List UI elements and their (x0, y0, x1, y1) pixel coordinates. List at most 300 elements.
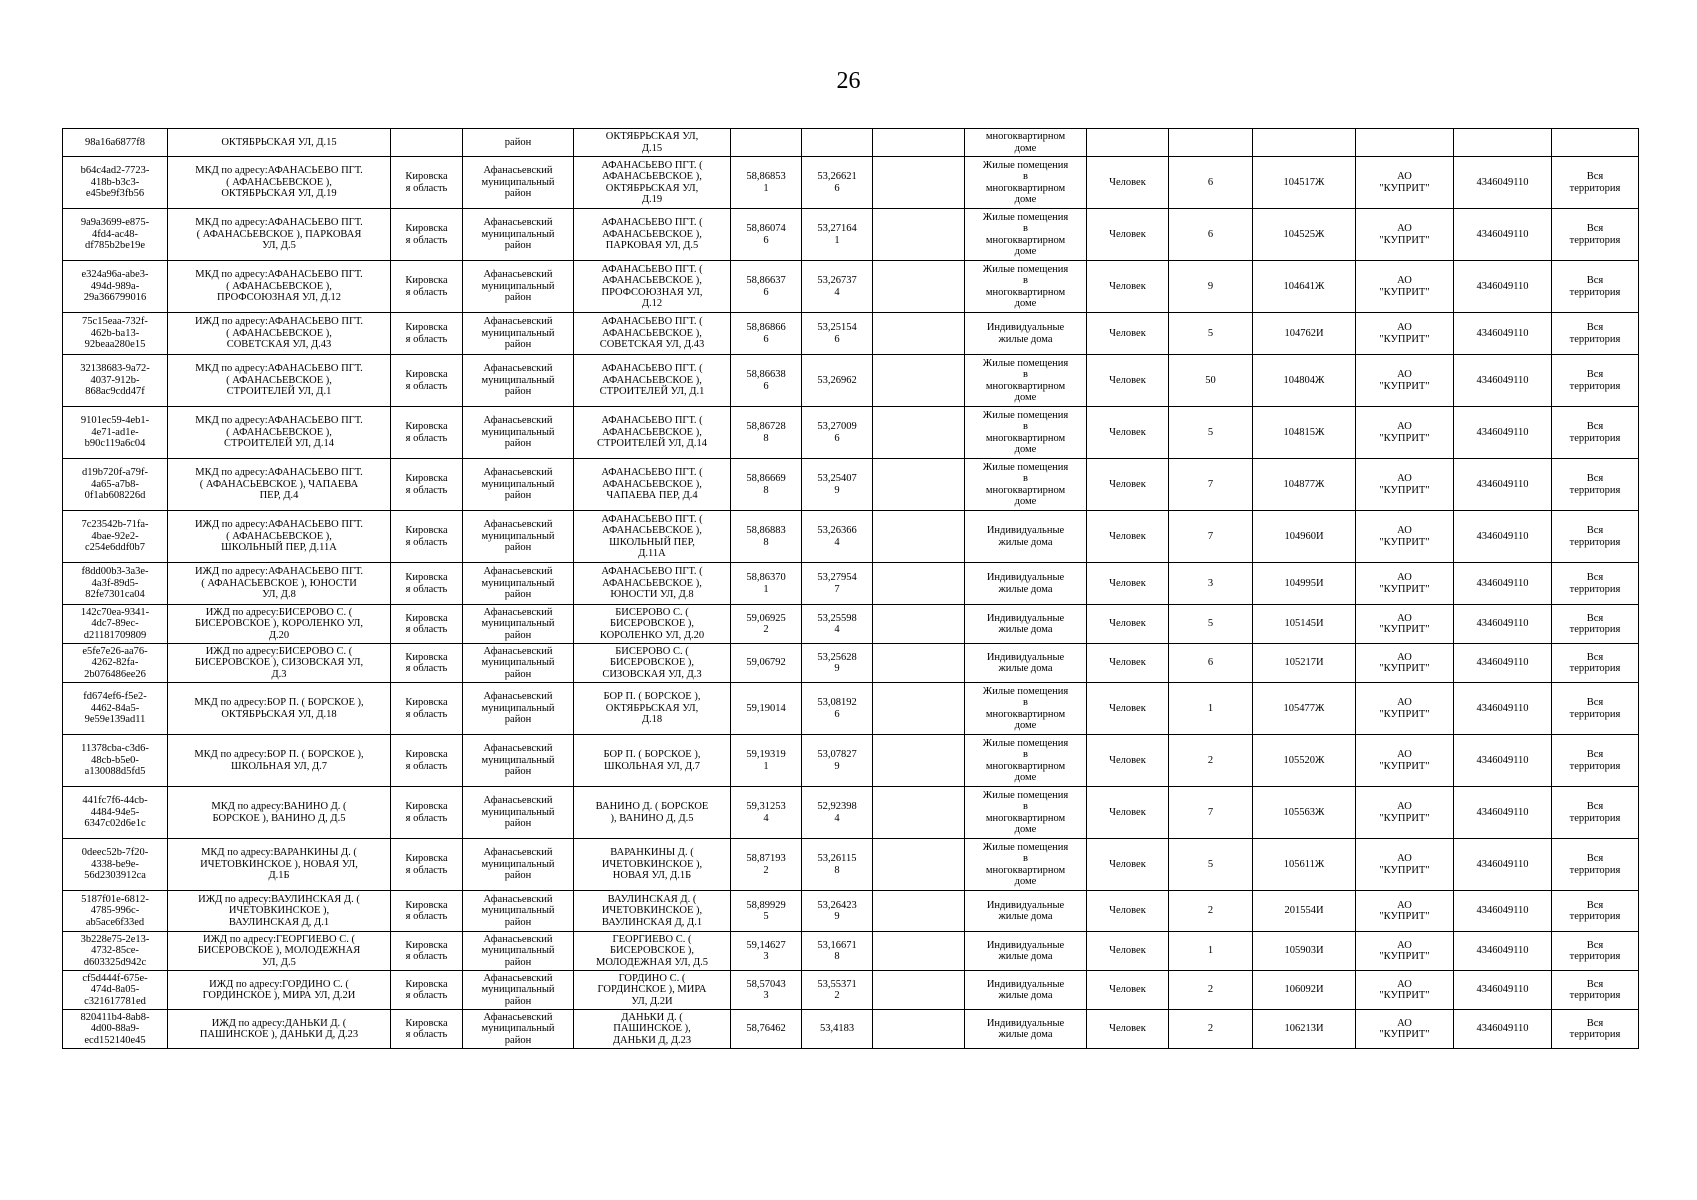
latitude-cell: 58,76462 (731, 1010, 802, 1049)
table-row (63, 511, 1639, 563)
longitude-cell: 53,27009 6 (802, 407, 873, 459)
organization-cell: АО "КУПРИТ" (1356, 735, 1454, 787)
latitude-cell: 59,31253 4 (731, 787, 802, 839)
unit-cell: Человек (1087, 683, 1169, 735)
object-id-cell: 3b228e75-2e13- 4732-85ce- d603325d942c (63, 932, 168, 971)
latitude-cell: 58,86074 6 (731, 209, 802, 261)
code-cell: 104804Ж (1253, 355, 1356, 407)
code-cell: 105520Ж (1253, 735, 1356, 787)
address-cell: ГОРДИНО С. ( ГОРДИНСКОЕ ), МИРА УЛ, Д.2И (574, 971, 731, 1010)
region-cell: Кировска я область (391, 735, 463, 787)
territory-cell: Вся территория (1552, 932, 1639, 971)
region-cell: Кировска я область (391, 261, 463, 313)
address-cell: АФАНАСЬЕВО ПГТ. ( АФАНАСЬЕВСКОЕ ), СОВЕТСКАЯ УЛ, Д.43 (574, 313, 731, 355)
organization-cell (1356, 129, 1454, 157)
code-cell: 105563Ж (1253, 787, 1356, 839)
table-row (63, 407, 1639, 459)
empty-cell (873, 839, 965, 891)
empty-cell (873, 891, 965, 932)
latitude-cell: 59,14627 3 (731, 932, 802, 971)
longitude-cell: 53,26115 8 (802, 839, 873, 891)
district-cell: Афанасьевский муниципальный район (463, 644, 574, 683)
table-row (63, 209, 1639, 261)
longitude-cell: 53,16671 8 (802, 932, 873, 971)
region-cell: Кировска я область (391, 563, 463, 605)
address-cell: АФАНАСЬЕВО ПГТ. ( АФАНАСЬЕВСКОЕ ), ПАРКОВАЯ УЛ, Д.5 (574, 209, 731, 261)
latitude-cell: 59,06792 (731, 644, 802, 683)
housing-type-cell: многоквартирном доме (965, 129, 1087, 157)
count-cell: 5 (1169, 407, 1253, 459)
district-cell: Афанасьевский муниципальный район (463, 605, 574, 644)
object-id-cell: fd674ef6-f5e2- 4462-84a5- 9e59e139ad11 (63, 683, 168, 735)
region-cell (391, 129, 463, 157)
unit-cell (1087, 129, 1169, 157)
count-cell: 5 (1169, 313, 1253, 355)
code-cell (1253, 129, 1356, 157)
object-id-cell: d19b720f-a79f- 4a65-a7b8- 0f1ab608226d (63, 459, 168, 511)
table-row (63, 644, 1639, 683)
object-id-cell: 98a16a6877f8 (63, 129, 168, 157)
unit-cell: Человек (1087, 787, 1169, 839)
object-name-cell: ИЖД по адресу:АФАНАСЬЕВО ПГТ. ( АФАНАСЬЕВСКОЕ ), ЮНОСТИ УЛ, Д.8 (168, 563, 391, 605)
code-cell: 201554И (1253, 891, 1356, 932)
count-cell: 2 (1169, 1010, 1253, 1049)
district-cell: Афанасьевский муниципальный район (463, 839, 574, 891)
count-cell: 1 (1169, 683, 1253, 735)
address-cell: БОР П. ( БОРСКОЕ ), ШКОЛЬНАЯ УЛ, Д.7 (574, 735, 731, 787)
latitude-cell: 58,87193 2 (731, 839, 802, 891)
inn-cell: 4346049110 (1454, 644, 1552, 683)
district-cell: Афанасьевский муниципальный район (463, 355, 574, 407)
district-cell: район (463, 129, 574, 157)
longitude-cell: 53,25628 9 (802, 644, 873, 683)
district-cell: Афанасьевский муниципальный район (463, 891, 574, 932)
organization-cell: АО "КУПРИТ" (1356, 683, 1454, 735)
count-cell: 7 (1169, 787, 1253, 839)
inn-cell: 4346049110 (1454, 605, 1552, 644)
housing-type-cell: Индивидуальные жилые дома (965, 313, 1087, 355)
empty-cell (873, 932, 965, 971)
table-row (63, 129, 1639, 157)
empty-cell (873, 209, 965, 261)
count-cell: 9 (1169, 261, 1253, 313)
table-row (63, 787, 1639, 839)
empty-cell (873, 261, 965, 313)
territory-cell: Вся территория (1552, 735, 1639, 787)
region-cell: Кировска я область (391, 644, 463, 683)
object-name-cell: ИЖД по адресу:БИСЕРОВО С. ( БИСЕРОВСКОЕ ), КОРОЛЕНКО УЛ, Д.20 (168, 605, 391, 644)
housing-type-cell: Жилые помещения в многоквартирном доме (965, 407, 1087, 459)
count-cell: 2 (1169, 735, 1253, 787)
territory-cell: Вся территория (1552, 261, 1639, 313)
unit-cell: Человек (1087, 355, 1169, 407)
unit-cell: Человек (1087, 644, 1169, 683)
inn-cell: 4346049110 (1454, 313, 1552, 355)
latitude-cell: 58,86637 6 (731, 261, 802, 313)
territory-cell: Вся территория (1552, 563, 1639, 605)
district-cell: Афанасьевский муниципальный район (463, 932, 574, 971)
object-id-cell: 5187f01e-6812- 4785-996c- ab5ace6f33ed (63, 891, 168, 932)
region-cell: Кировска я область (391, 209, 463, 261)
inn-cell: 4346049110 (1454, 787, 1552, 839)
housing-type-cell: Индивидуальные жилые дома (965, 563, 1087, 605)
inn-cell: 4346049110 (1454, 563, 1552, 605)
latitude-cell: 58,86669 8 (731, 459, 802, 511)
longitude-cell: 53,26962 (802, 355, 873, 407)
object-name-cell: ИЖД по адресу:АФАНАСЬЕВО ПГТ. ( АФАНАСЬЕВСКОЕ ), СОВЕТСКАЯ УЛ, Д.43 (168, 313, 391, 355)
object-name-cell: МКД по адресу:АФАНАСЬЕВО ПГТ. ( АФАНАСЬЕВСКОЕ ), ЧАПАЕВА ПЕР, Д.4 (168, 459, 391, 511)
housing-type-cell: Жилые помещения в многоквартирном доме (965, 355, 1087, 407)
empty-cell (873, 1010, 965, 1049)
inn-cell: 4346049110 (1454, 839, 1552, 891)
code-cell: 104641Ж (1253, 261, 1356, 313)
territory-cell: Вся территория (1552, 459, 1639, 511)
organization-cell: АО "КУПРИТ" (1356, 971, 1454, 1010)
inn-cell: 4346049110 (1454, 209, 1552, 261)
object-id-cell: 9101ec59-4eb1- 4e71-ad1e- b90c119a6c04 (63, 407, 168, 459)
latitude-cell: 59,19014 (731, 683, 802, 735)
longitude-cell: 53,26423 9 (802, 891, 873, 932)
inn-cell: 4346049110 (1454, 459, 1552, 511)
housing-type-cell: Индивидуальные жилые дома (965, 605, 1087, 644)
inn-cell: 4346049110 (1454, 511, 1552, 563)
object-name-cell: ИЖД по адресу:БИСЕРОВО С. ( БИСЕРОВСКОЕ ), СИЗОВСКАЯ УЛ, Д.3 (168, 644, 391, 683)
code-cell: 104517Ж (1253, 157, 1356, 209)
housing-type-cell: Жилые помещения в многоквартирном доме (965, 735, 1087, 787)
housing-type-cell: Жилые помещения в многоквартирном доме (965, 787, 1087, 839)
object-id-cell: b64c4ad2-7723- 418b-b3c3- e45be9f3fb56 (63, 157, 168, 209)
region-cell: Кировска я область (391, 459, 463, 511)
table-row (63, 1010, 1639, 1049)
district-cell: Афанасьевский муниципальный район (463, 313, 574, 355)
longitude-cell: 53,25154 6 (802, 313, 873, 355)
table-row (63, 261, 1639, 313)
code-cell: 104960И (1253, 511, 1356, 563)
district-cell: Афанасьевский муниципальный район (463, 1010, 574, 1049)
territory-cell: Вся территория (1552, 971, 1639, 1010)
inn-cell: 4346049110 (1454, 971, 1552, 1010)
object-id-cell: 7c23542b-71fa- 4bae-92e2- c254e6ddf0b7 (63, 511, 168, 563)
code-cell: 106213И (1253, 1010, 1356, 1049)
territory-cell: Вся территория (1552, 787, 1639, 839)
address-cell: ОКТЯБРЬСКАЯ УЛ, Д.15 (574, 129, 731, 157)
empty-cell (873, 735, 965, 787)
organization-cell: АО "КУПРИТ" (1356, 261, 1454, 313)
page-number: 26 (836, 68, 861, 94)
organization-cell: АО "КУПРИТ" (1356, 563, 1454, 605)
inn-cell: 4346049110 (1454, 891, 1552, 932)
longitude-cell: 53,27164 1 (802, 209, 873, 261)
empty-cell (873, 313, 965, 355)
territory-cell: Вся территория (1552, 644, 1639, 683)
empty-cell (873, 787, 965, 839)
count-cell: 7 (1169, 511, 1253, 563)
longitude-cell: 53,4183 (802, 1010, 873, 1049)
region-cell: Кировска я область (391, 891, 463, 932)
empty-cell (873, 971, 965, 1010)
organization-cell: АО "КУПРИТ" (1356, 787, 1454, 839)
organization-cell: АО "КУПРИТ" (1356, 355, 1454, 407)
object-id-cell: 441fc7f6-44cb- 4484-94e5- 6347c02d6e1c (63, 787, 168, 839)
inn-cell: 4346049110 (1454, 261, 1552, 313)
object-id-cell: f8dd00b3-3a3e- 4a3f-89d5- 82fe7301ca04 (63, 563, 168, 605)
district-cell: Афанасьевский муниципальный район (463, 563, 574, 605)
organization-cell: АО "КУПРИТ" (1356, 459, 1454, 511)
organization-cell: АО "КУПРИТ" (1356, 407, 1454, 459)
territory-cell: Вся территория (1552, 511, 1639, 563)
inn-cell: 4346049110 (1454, 735, 1552, 787)
object-name-cell: МКД по адресу:АФАНАСЬЕВО ПГТ. ( АФАНАСЬЕВСКОЕ ), ПРОФСОЮЗНАЯ УЛ, Д.12 (168, 261, 391, 313)
count-cell: 5 (1169, 605, 1253, 644)
organization-cell: АО "КУПРИТ" (1356, 605, 1454, 644)
address-cell: БОР П. ( БОРСКОЕ ), ОКТЯБРЬСКАЯ УЛ, Д.18 (574, 683, 731, 735)
object-name-cell: МКД по адресу:АФАНАСЬЕВО ПГТ. ( АФАНАСЬЕВСКОЕ ), СТРОИТЕЛЕЙ УЛ, Д.14 (168, 407, 391, 459)
table-row (63, 735, 1639, 787)
object-name-cell: ИЖД по адресу:АФАНАСЬЕВО ПГТ. ( АФАНАСЬЕВСКОЕ ), ШКОЛЬНЫЙ ПЕР, Д.11А (168, 511, 391, 563)
longitude-cell: 53,27954 7 (802, 563, 873, 605)
inn-cell: 4346049110 (1454, 355, 1552, 407)
table-row (63, 563, 1639, 605)
organization-cell: АО "КУПРИТ" (1356, 209, 1454, 261)
table-row (63, 313, 1639, 355)
organization-cell: АО "КУПРИТ" (1356, 891, 1454, 932)
object-id-cell: 142c70ea-9341- 4dc7-89ec- d21181709809 (63, 605, 168, 644)
inn-cell: 4346049110 (1454, 1010, 1552, 1049)
unit-cell: Человек (1087, 209, 1169, 261)
unit-cell: Человек (1087, 971, 1169, 1010)
inn-cell (1454, 129, 1552, 157)
unit-cell: Человек (1087, 1010, 1169, 1049)
housing-type-cell: Индивидуальные жилые дома (965, 932, 1087, 971)
housing-type-cell: Жилые помещения в многоквартирном доме (965, 261, 1087, 313)
empty-cell (873, 644, 965, 683)
unit-cell: Человек (1087, 839, 1169, 891)
region-cell: Кировска я область (391, 511, 463, 563)
inn-cell: 4346049110 (1454, 407, 1552, 459)
organization-cell: АО "КУПРИТ" (1356, 511, 1454, 563)
district-cell: Афанасьевский муниципальный район (463, 787, 574, 839)
longitude-cell: 53,26737 4 (802, 261, 873, 313)
address-cell: ВАУЛИНСКАЯ Д. ( ИЧЕТОВКИНСКОЕ ), ВАУЛИНСКАЯ Д, Д.1 (574, 891, 731, 932)
housing-type-cell: Индивидуальные жилые дома (965, 971, 1087, 1010)
object-id-cell: 0deec52b-7f20- 4338-be9e- 56d2303912ca (63, 839, 168, 891)
unit-cell: Человек (1087, 511, 1169, 563)
unit-cell: Человек (1087, 157, 1169, 209)
object-name-cell: ИЖД по адресу:ВАУЛИНСКАЯ Д. ( ИЧЕТОВКИНСКОЕ ), ВАУЛИНСКАЯ Д, Д.1 (168, 891, 391, 932)
longitude-cell: 52,92398 4 (802, 787, 873, 839)
empty-cell (873, 355, 965, 407)
object-name-cell: ИЖД по адресу:ДАНЬКИ Д. ( ПАШИНСКОЕ ), ДАНЬКИ Д, Д.23 (168, 1010, 391, 1049)
object-id-cell: e324a96a-abe3- 494d-989a- 29a366799016 (63, 261, 168, 313)
latitude-cell: 58,57043 3 (731, 971, 802, 1010)
address-cell: АФАНАСЬЕВО ПГТ. ( АФАНАСЬЕВСКОЕ ), СТРОИТЕЛЕЙ УЛ, Д.14 (574, 407, 731, 459)
address-cell: АФАНАСЬЕВО ПГТ. ( АФАНАСЬЕВСКОЕ ), ПРОФСОЮЗНАЯ УЛ, Д.12 (574, 261, 731, 313)
object-id-cell: 75c15eaa-732f- 462b-ba13- 92beaa280e15 (63, 313, 168, 355)
district-cell: Афанасьевский муниципальный район (463, 209, 574, 261)
address-cell: ВАРАНКИНЫ Д. ( ИЧЕТОВКИНСКОЕ ), НОВАЯ УЛ, Д.1Б (574, 839, 731, 891)
territory-cell: Вся территория (1552, 355, 1639, 407)
object-id-cell: 32138683-9a72- 4037-912b- 868ac9cdd47f (63, 355, 168, 407)
object-name-cell: ИЖД по адресу:ГЕОРГИЕВО С. ( БИСЕРОВСКОЕ ), МОЛОДЕЖНАЯ УЛ, Д.5 (168, 932, 391, 971)
region-cell: Кировска я область (391, 605, 463, 644)
unit-cell: Человек (1087, 407, 1169, 459)
unit-cell: Человек (1087, 932, 1169, 971)
object-id-cell: e5fe7e26-aa76- 4262-82fa- 2b076486ee26 (63, 644, 168, 683)
organization-cell: АО "КУПРИТ" (1356, 932, 1454, 971)
unit-cell: Человек (1087, 563, 1169, 605)
empty-cell (873, 407, 965, 459)
longitude-cell: 53,07827 9 (802, 735, 873, 787)
empty-cell (873, 511, 965, 563)
longitude-cell: 53,25407 9 (802, 459, 873, 511)
housing-type-cell: Жилые помещения в многоквартирном доме (965, 209, 1087, 261)
empty-cell (873, 459, 965, 511)
longitude-cell: 53,25598 4 (802, 605, 873, 644)
region-cell: Кировска я область (391, 971, 463, 1010)
territory-cell: Вся территория (1552, 839, 1639, 891)
latitude-cell: 59,19319 1 (731, 735, 802, 787)
unit-cell: Человек (1087, 313, 1169, 355)
housing-type-cell: Индивидуальные жилые дома (965, 891, 1087, 932)
district-cell: Афанасьевский муниципальный район (463, 157, 574, 209)
registry-body (63, 129, 1639, 1049)
count-cell: 6 (1169, 209, 1253, 261)
territory-cell: Вся территория (1552, 209, 1639, 261)
organization-cell: АО "КУПРИТ" (1356, 157, 1454, 209)
housing-type-cell: Жилые помещения в многоквартирном доме (965, 459, 1087, 511)
housing-type-cell: Индивидуальные жилые дома (965, 1010, 1087, 1049)
object-name-cell: МКД по адресу:АФАНАСЬЕВО ПГТ. ( АФАНАСЬЕВСКОЕ ), СТРОИТЕЛЕЙ УЛ, Д.1 (168, 355, 391, 407)
count-cell: 2 (1169, 971, 1253, 1010)
registry-table (62, 128, 1639, 1049)
code-cell: 104525Ж (1253, 209, 1356, 261)
organization-cell: АО "КУПРИТ" (1356, 1010, 1454, 1049)
region-cell: Кировска я область (391, 839, 463, 891)
housing-type-cell: Жилые помещения в многоквартирном доме (965, 157, 1087, 209)
empty-cell (873, 563, 965, 605)
object-id-cell: 11378cba-c3d6- 48cb-b5e0- a130088d5fd5 (63, 735, 168, 787)
latitude-cell: 58,86853 1 (731, 157, 802, 209)
code-cell: 104877Ж (1253, 459, 1356, 511)
territory-cell: Вся территория (1552, 891, 1639, 932)
district-cell: Афанасьевский муниципальный район (463, 735, 574, 787)
code-cell: 104762И (1253, 313, 1356, 355)
address-cell: АФАНАСЬЕВО ПГТ. ( АФАНАСЬЕВСКОЕ ), ЧАПАЕВА ПЕР, Д.4 (574, 459, 731, 511)
table-row (63, 839, 1639, 891)
count-cell: 2 (1169, 891, 1253, 932)
housing-type-cell: Жилые помещения в многоквартирном доме (965, 839, 1087, 891)
unit-cell: Человек (1087, 459, 1169, 511)
address-cell: ДАНЬКИ Д. ( ПАШИНСКОЕ ), ДАНЬКИ Д, Д.23 (574, 1010, 731, 1049)
region-cell: Кировска я область (391, 787, 463, 839)
region-cell: Кировска я область (391, 932, 463, 971)
latitude-cell: 58,86728 8 (731, 407, 802, 459)
object-name-cell: МКД по адресу:ВАНИНО Д. ( БОРСКОЕ ), ВАНИНО Д, Д.5 (168, 787, 391, 839)
code-cell: 105903И (1253, 932, 1356, 971)
latitude-cell: 58,86638 6 (731, 355, 802, 407)
longitude-cell: 53,26366 4 (802, 511, 873, 563)
housing-type-cell: Индивидуальные жилые дома (965, 644, 1087, 683)
count-cell: 3 (1169, 563, 1253, 605)
region-cell: Кировска я область (391, 355, 463, 407)
region-cell: Кировска я область (391, 683, 463, 735)
count-cell: 6 (1169, 157, 1253, 209)
object-name-cell: МКД по адресу:БОР П. ( БОРСКОЕ ), ОКТЯБРЬСКАЯ УЛ, Д.18 (168, 683, 391, 735)
count-cell (1169, 129, 1253, 157)
longitude-cell: 53,26621 6 (802, 157, 873, 209)
latitude-cell: 58,86866 6 (731, 313, 802, 355)
region-cell: Кировска я область (391, 407, 463, 459)
address-cell: ВАНИНО Д. ( БОРСКОЕ ), ВАНИНО Д, Д.5 (574, 787, 731, 839)
table-row (63, 932, 1639, 971)
address-cell: АФАНАСЬЕВО ПГТ. ( АФАНАСЬЕВСКОЕ ), СТРОИТЕЛЕЙ УЛ, Д.1 (574, 355, 731, 407)
address-cell: БИСЕРОВО С. ( БИСЕРОВСКОЕ ), СИЗОВСКАЯ УЛ, Д.3 (574, 644, 731, 683)
unit-cell: Человек (1087, 261, 1169, 313)
latitude-cell: 58,86370 1 (731, 563, 802, 605)
territory-cell: Вся территория (1552, 313, 1639, 355)
table-row (63, 157, 1639, 209)
address-cell: АФАНАСЬЕВО ПГТ. ( АФАНАСЬЕВСКОЕ ), ЮНОСТИ УЛ, Д.8 (574, 563, 731, 605)
table-row (63, 683, 1639, 735)
district-cell: Афанасьевский муниципальный район (463, 971, 574, 1010)
latitude-cell: 58,86883 8 (731, 511, 802, 563)
count-cell: 6 (1169, 644, 1253, 683)
code-cell: 105217И (1253, 644, 1356, 683)
empty-cell (873, 157, 965, 209)
object-name-cell: ОКТЯБРЬСКАЯ УЛ, Д.15 (168, 129, 391, 157)
object-name-cell: МКД по адресу:АФАНАСЬЕВО ПГТ. ( АФАНАСЬЕВСКОЕ ), ОКТЯБРЬСКАЯ УЛ, Д.19 (168, 157, 391, 209)
organization-cell: АО "КУПРИТ" (1356, 644, 1454, 683)
region-cell: Кировска я область (391, 1010, 463, 1049)
code-cell: 105477Ж (1253, 683, 1356, 735)
count-cell: 5 (1169, 839, 1253, 891)
district-cell: Афанасьевский муниципальный район (463, 683, 574, 735)
housing-type-cell: Индивидуальные жилые дома (965, 511, 1087, 563)
territory-cell: Вся территория (1552, 157, 1639, 209)
count-cell: 1 (1169, 932, 1253, 971)
table-row (63, 355, 1639, 407)
code-cell: 104995И (1253, 563, 1356, 605)
object-name-cell: МКД по адресу:БОР П. ( БОРСКОЕ ), ШКОЛЬНАЯ УЛ, Д.7 (168, 735, 391, 787)
territory-cell (1552, 129, 1639, 157)
count-cell: 50 (1169, 355, 1253, 407)
latitude-cell: 59,06925 2 (731, 605, 802, 644)
unit-cell: Человек (1087, 735, 1169, 787)
empty-cell (873, 605, 965, 644)
table-row (63, 605, 1639, 644)
object-id-cell: cf5d444f-675e- 474d-8a05- c321617781ed (63, 971, 168, 1010)
code-cell: 105145И (1253, 605, 1356, 644)
territory-cell: Вся территория (1552, 407, 1639, 459)
unit-cell: Человек (1087, 891, 1169, 932)
object-id-cell: 9a9a3699-e875- 4fd4-ac48- df785b2be19e (63, 209, 168, 261)
unit-cell: Человек (1087, 605, 1169, 644)
empty-cell (873, 129, 965, 157)
longitude-cell (802, 129, 873, 157)
housing-type-cell: Жилые помещения в многоквартирном доме (965, 683, 1087, 735)
address-cell: ГЕОРГИЕВО С. ( БИСЕРОВСКОЕ ), МОЛОДЕЖНАЯ УЛ, Д.5 (574, 932, 731, 971)
address-cell: АФАНАСЬЕВО ПГТ. ( АФАНАСЬЕВСКОЕ ), ШКОЛЬНЫЙ ПЕР, Д.11А (574, 511, 731, 563)
table-row (63, 891, 1639, 932)
object-name-cell: ИЖД по адресу:ГОРДИНО С. ( ГОРДИНСКОЕ ), МИРА УЛ, Д.2И (168, 971, 391, 1010)
longitude-cell: 53,08192 6 (802, 683, 873, 735)
organization-cell: АО "КУПРИТ" (1356, 313, 1454, 355)
code-cell: 104815Ж (1253, 407, 1356, 459)
inn-cell: 4346049110 (1454, 683, 1552, 735)
district-cell: Афанасьевский муниципальный район (463, 459, 574, 511)
address-cell: БИСЕРОВО С. ( БИСЕРОВСКОЕ ), КОРОЛЕНКО УЛ, Д.20 (574, 605, 731, 644)
code-cell: 106092И (1253, 971, 1356, 1010)
